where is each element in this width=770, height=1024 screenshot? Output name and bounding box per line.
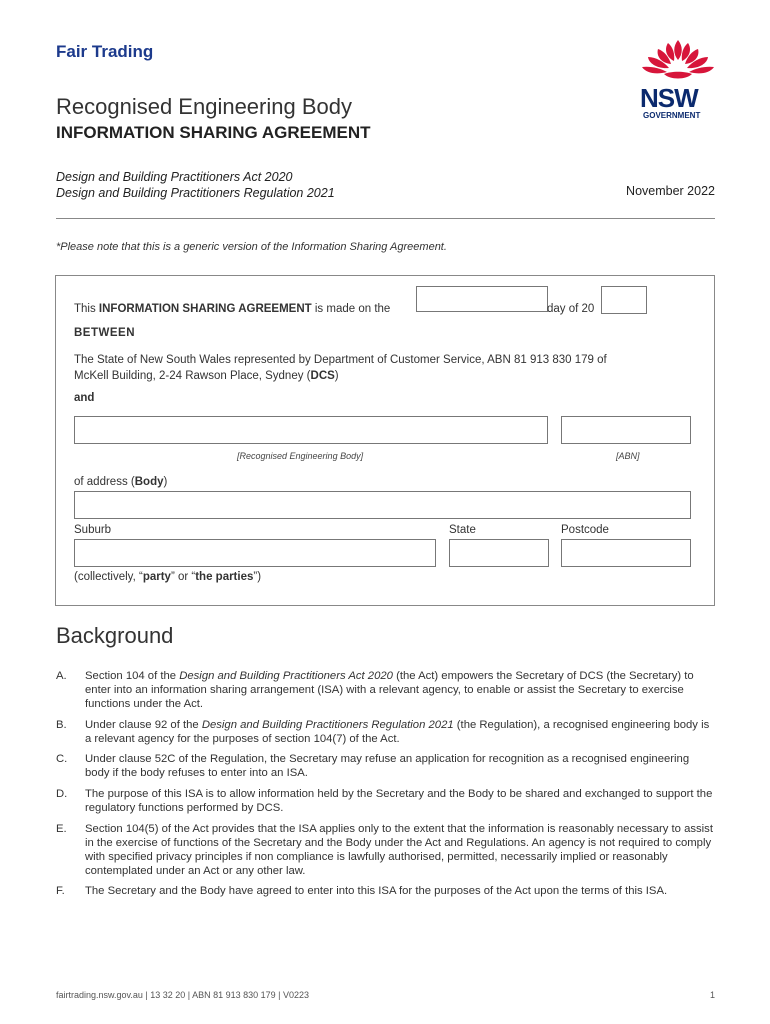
background-item bbox=[56, 718, 716, 746]
item-letter: D. bbox=[56, 788, 68, 800]
collective-pre: (collectively, “ bbox=[74, 571, 143, 583]
engineering-body-label: [Recognised Engineering Body] bbox=[237, 451, 364, 461]
item-italic: Design and Building Practitioners Regulation 2021 bbox=[201, 719, 454, 731]
background-item bbox=[56, 669, 716, 711]
page-number: 1 bbox=[709, 990, 715, 1000]
intro-post: is made on the bbox=[311, 303, 391, 315]
state-field[interactable] bbox=[449, 539, 549, 567]
parties-term: the parties bbox=[195, 571, 254, 583]
regulation-line: Design and Building Practitioners Regulation 2021 bbox=[56, 186, 335, 200]
collective-mid: ” or “ bbox=[170, 571, 196, 583]
item-text-post: (the Act) empowers the Secretary of DCS (the Secretary) to enter into an information sharing arrangement (ISA) with a relevant agency, to enable or assist the Secretary to exercise functions under the Act. bbox=[85, 670, 694, 710]
intro-line bbox=[74, 303, 390, 315]
item-letter: A. bbox=[56, 670, 67, 682]
between-label: BETWEEN bbox=[74, 327, 135, 339]
document-date: November 2022 bbox=[626, 184, 715, 198]
abn-field[interactable] bbox=[561, 416, 691, 444]
agreement-day-field[interactable] bbox=[416, 286, 548, 312]
dcs-abbrev: DCS bbox=[310, 370, 335, 382]
footer-contact: fairtrading.nsw.gov.au | 13 32 20 | ABN 81 913 830 179 | V0223 bbox=[56, 990, 310, 1000]
item-text: The Secretary and the Body have agreed to enter into this ISA for the purposes of the Act upon the terms of this ISA. bbox=[85, 885, 668, 897]
item-text: Under clause 52C of the Regulation, the Secretary may refuse an application for recognition as a recognised engineering body if the body refuses to enter into an ISA. bbox=[85, 753, 690, 779]
act-line: Design and Building Practitioners Act 2020 bbox=[56, 170, 293, 184]
item-text: Under clause 92 of the bbox=[85, 719, 202, 731]
background-item bbox=[56, 752, 716, 780]
background-item bbox=[56, 822, 716, 878]
address-field[interactable] bbox=[74, 491, 691, 519]
item-letter: E. bbox=[56, 823, 67, 835]
page-subtitle: INFORMATION SHARING AGREEMENT bbox=[56, 123, 371, 142]
divider bbox=[56, 218, 715, 219]
item-text: The purpose of this ISA is to allow information held by the Secretary and the Body to be shared and exchanged to support the regulatory functions performed by DCS. bbox=[85, 788, 713, 814]
collective-post: ”) bbox=[253, 571, 262, 583]
logo-government-text: GOVERNMENT bbox=[643, 111, 701, 120]
dcs-line-2 bbox=[74, 368, 704, 384]
address-post: ) bbox=[163, 476, 168, 488]
item-letter: C. bbox=[56, 753, 68, 765]
agreement-form bbox=[55, 275, 715, 606]
address-bold: Body bbox=[134, 476, 164, 488]
item-text-post: (the Regulation), a recognised engineering body is a relevant agency for the purposes of section 104(7) of the Act. bbox=[85, 719, 710, 745]
background-item bbox=[56, 787, 716, 815]
act-references bbox=[56, 169, 335, 201]
and-label: and bbox=[74, 392, 95, 404]
item-letter: B. bbox=[56, 719, 67, 731]
address-label bbox=[74, 476, 167, 488]
state-label: State bbox=[449, 524, 476, 536]
intro-pre: This bbox=[74, 303, 99, 315]
dcs-close: ) bbox=[334, 370, 339, 382]
item-letter: F. bbox=[56, 885, 65, 897]
waratah-icon bbox=[638, 38, 718, 84]
dcs-party-text bbox=[74, 352, 704, 384]
item-text: Section 104 of the bbox=[85, 670, 180, 682]
address-pre: of address ( bbox=[74, 476, 135, 488]
suburb-label: Suburb bbox=[74, 524, 112, 536]
generic-version-note: *Please note that this is a generic version of the Information Sharing Agreement. bbox=[56, 241, 447, 253]
intro-bold: INFORMATION SHARING AGREEMENT bbox=[98, 303, 312, 315]
postcode-field[interactable] bbox=[561, 539, 691, 567]
day-of-label: day of 20 bbox=[547, 303, 595, 315]
collective-definition bbox=[74, 571, 261, 583]
agreement-year-field[interactable] bbox=[601, 286, 647, 314]
background-item bbox=[56, 884, 716, 898]
item-text: Section 104(5) of the Act provides that the ISA applies only to the extent that the information is reasonably necessary to assist in the exercise of functions of the Secretary and the Body under the Act and Regulations. An agency is not required to comply with specified privacy principles if non compliance is lawfully authorised, permitted, necessarily implied or reasonably contemplated under an Act or any other law. bbox=[85, 823, 713, 877]
party-term: party bbox=[142, 571, 171, 583]
dcs-address: McKell Building, 2-24 Rawson Place, Sydney ( bbox=[74, 370, 311, 382]
brand-name: Fair Trading bbox=[56, 42, 154, 61]
item-italic: Design and Building Practitioners Act 2020 bbox=[179, 670, 393, 682]
logo-nsw-text: NSW bbox=[640, 83, 698, 113]
background-heading: Background bbox=[56, 623, 174, 648]
postcode-label: Postcode bbox=[561, 524, 609, 536]
dcs-line-1: The State of New South Wales represented by Department of Customer Service, ABN 81 913 830 179 of bbox=[74, 354, 607, 366]
engineering-body-name-field[interactable] bbox=[74, 416, 548, 444]
abn-label: [ABN] bbox=[616, 451, 640, 461]
suburb-field[interactable] bbox=[74, 539, 436, 567]
page-title: Recognised Engineering Body bbox=[56, 94, 352, 119]
